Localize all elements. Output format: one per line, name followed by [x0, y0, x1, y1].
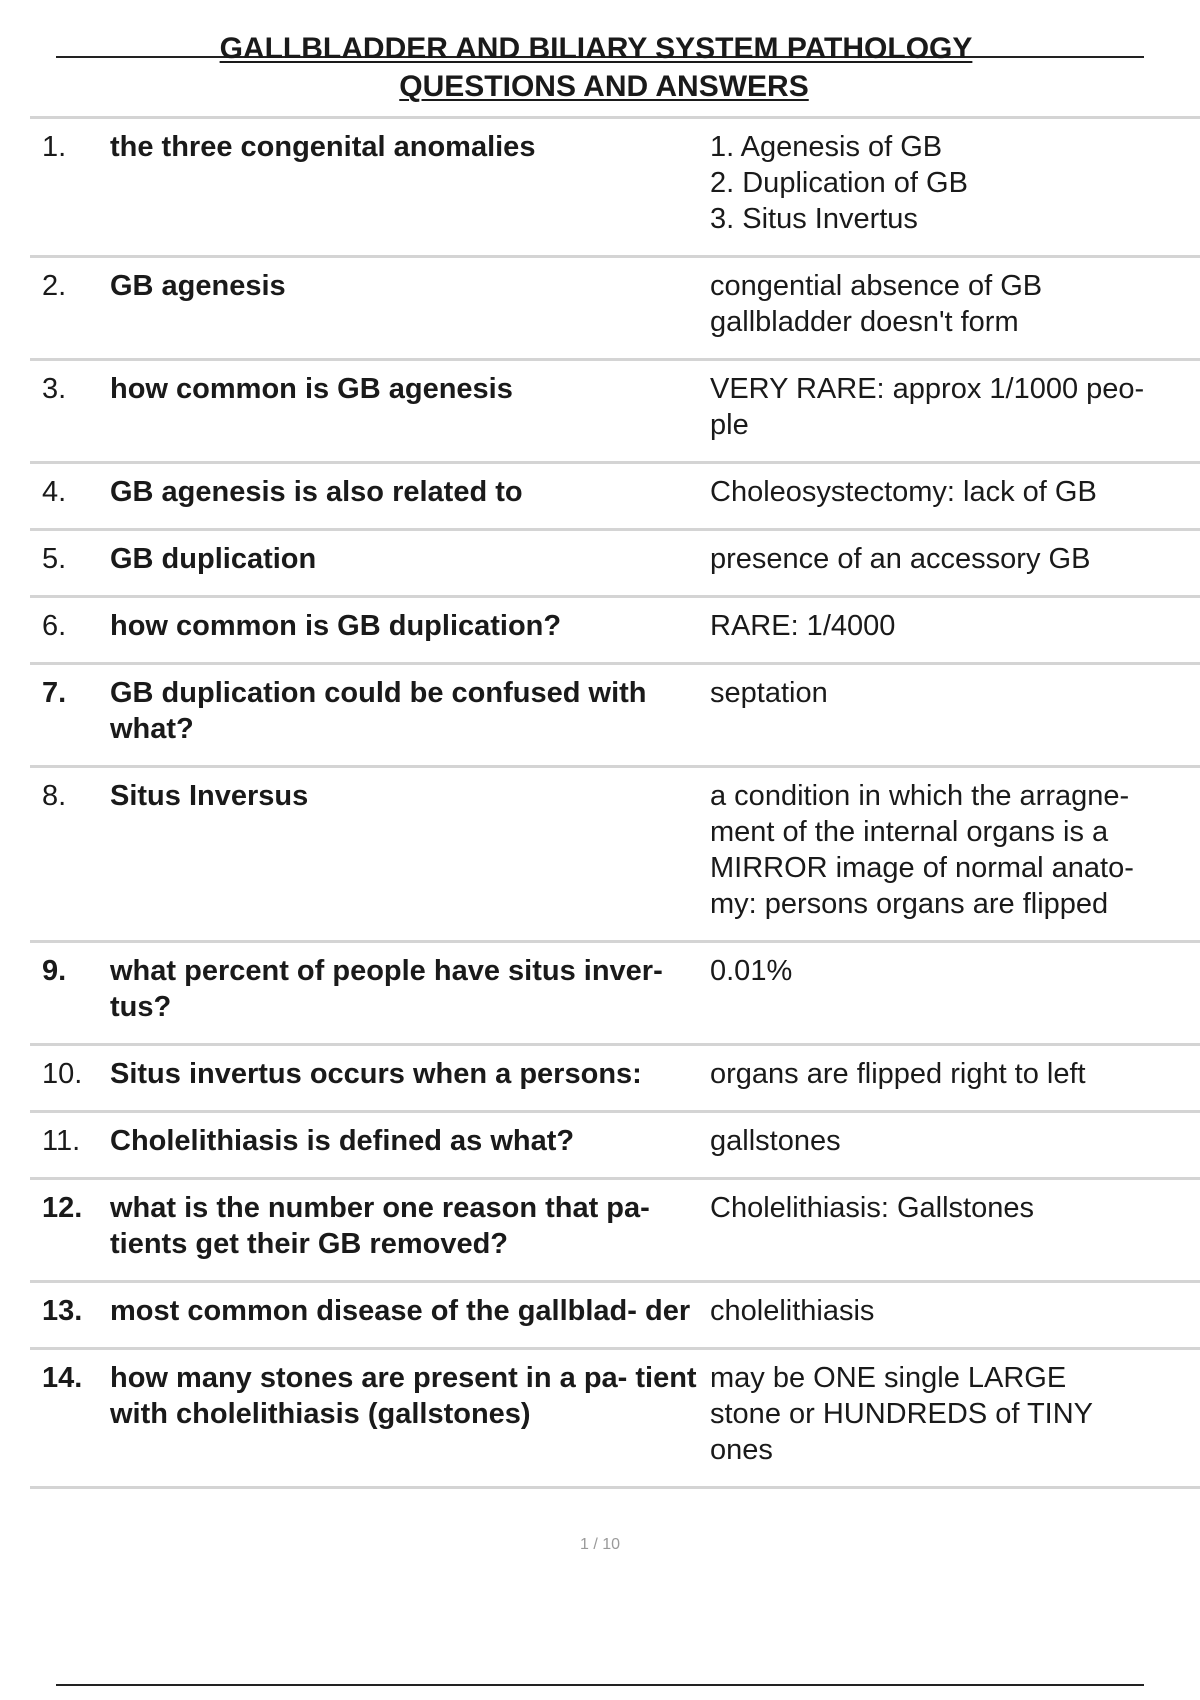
title-line-2: QUESTIONS AND ANSWERS	[399, 70, 809, 103]
qa-row	[30, 463, 1200, 530]
answer-line: organs are flipped right to left	[710, 1058, 1086, 1090]
question-number: 2.	[30, 257, 110, 360]
question-number: 11.	[30, 1112, 110, 1179]
answer-line: 2. Duplication of GB	[710, 167, 968, 199]
answer-line: cholelithiasis	[710, 1295, 875, 1327]
document-title	[0, 30, 1200, 106]
answer-line: RARE: 1/4000	[710, 610, 896, 642]
qa-row	[30, 1349, 1200, 1488]
question-text: GB duplication could be confused with what?	[110, 664, 710, 767]
question-number: 3.	[30, 360, 110, 463]
answer-text	[710, 360, 1200, 463]
question-text: GB agenesis is also related to	[110, 463, 710, 530]
question-text: GB duplication	[110, 530, 710, 597]
answer-line: ones	[710, 1434, 773, 1466]
qa-row	[30, 1179, 1200, 1282]
question-text: GB agenesis	[110, 257, 710, 360]
answer-line: congential absence of GB	[710, 270, 1043, 302]
question-number: 13.	[30, 1282, 110, 1349]
qa-row	[30, 1045, 1200, 1112]
question-number: 4.	[30, 463, 110, 530]
qa-row	[30, 530, 1200, 597]
answer-line: ment of the internal organs is a	[710, 816, 1109, 848]
qa-row	[30, 118, 1200, 257]
question-text: how common is GB duplication?	[110, 597, 710, 664]
answer-line: my: persons organs are flipped	[710, 888, 1109, 920]
qa-row	[30, 360, 1200, 463]
answer-line: 0.01%	[710, 955, 793, 987]
qa-row	[30, 664, 1200, 767]
question-number: 7.	[30, 664, 110, 767]
answer-line: gallstones	[710, 1125, 841, 1157]
qa-row	[30, 257, 1200, 360]
question-text: how many stones are present in a pa- tient with cholelithiasis (gallstones)	[110, 1349, 710, 1488]
question-number: 10.	[30, 1045, 110, 1112]
question-number: 12.	[30, 1179, 110, 1282]
answer-line: Cholelithiasis: Gallstones	[710, 1192, 1034, 1224]
answer-text	[710, 1112, 1200, 1179]
title-line-1: GALLBLADDER AND BILIARY SYSTEM PATHOLOGY	[219, 32, 973, 65]
question-number: 1.	[30, 118, 110, 257]
answer-text	[710, 530, 1200, 597]
bottom-rule	[56, 1684, 1144, 1686]
answer-line: Choleosystectomy: lack of GB	[710, 476, 1097, 508]
question-number: 14.	[30, 1349, 110, 1488]
page-indicator: 1 / 10	[579, 1536, 621, 1553]
question-number: 6.	[30, 597, 110, 664]
answer-line: gallbladder doesn't form	[710, 306, 1019, 338]
qa-table	[30, 116, 1200, 1489]
question-text: what percent of people have situs inver- tus?	[110, 942, 710, 1045]
answer-text	[710, 767, 1200, 942]
answer-text	[710, 1045, 1200, 1112]
qa-table-body	[30, 118, 1200, 1488]
qa-row	[30, 1282, 1200, 1349]
answer-text	[710, 597, 1200, 664]
question-number: 8.	[30, 767, 110, 942]
answer-line: MIRROR image of normal anato-	[710, 852, 1134, 884]
qa-row	[30, 767, 1200, 942]
question-number: 9.	[30, 942, 110, 1045]
qa-row	[30, 1112, 1200, 1179]
answer-line: septation	[710, 677, 828, 709]
answer-text	[710, 118, 1200, 257]
answer-text	[710, 942, 1200, 1045]
qa-row	[30, 597, 1200, 664]
answer-text	[710, 664, 1200, 767]
answer-text	[710, 1349, 1200, 1488]
answer-line: presence of an accessory GB	[710, 543, 1091, 575]
question-text: most common disease of the gallblad- der	[110, 1282, 710, 1349]
qa-row	[30, 942, 1200, 1045]
answer-line: may be ONE single LARGE	[710, 1362, 1067, 1394]
answer-line: stone or HUNDREDS of TINY	[710, 1398, 1094, 1430]
answer-line: ple	[710, 409, 749, 441]
answer-line: VERY RARE: approx 1/1000 peo-	[710, 373, 1145, 405]
answer-text	[710, 463, 1200, 530]
question-text: Cholelithiasis is defined as what?	[110, 1112, 710, 1179]
question-text: the three congenital anomalies	[110, 118, 710, 257]
answer-text	[710, 257, 1200, 360]
answer-text	[710, 1282, 1200, 1349]
question-text: how common is GB agenesis	[110, 360, 710, 463]
question-text: what is the number one reason that pa- tients get their GB removed?	[110, 1179, 710, 1282]
question-number: 5.	[30, 530, 110, 597]
answer-line: 3. Situs Invertus	[710, 203, 918, 235]
answer-text	[710, 1179, 1200, 1282]
answer-line: 1. Agenesis of GB	[710, 131, 943, 163]
question-text: Situs invertus occurs when a persons:	[110, 1045, 710, 1112]
answer-line: a condition in which the arragne-	[710, 780, 1130, 812]
question-text: Situs Inversus	[110, 767, 710, 942]
